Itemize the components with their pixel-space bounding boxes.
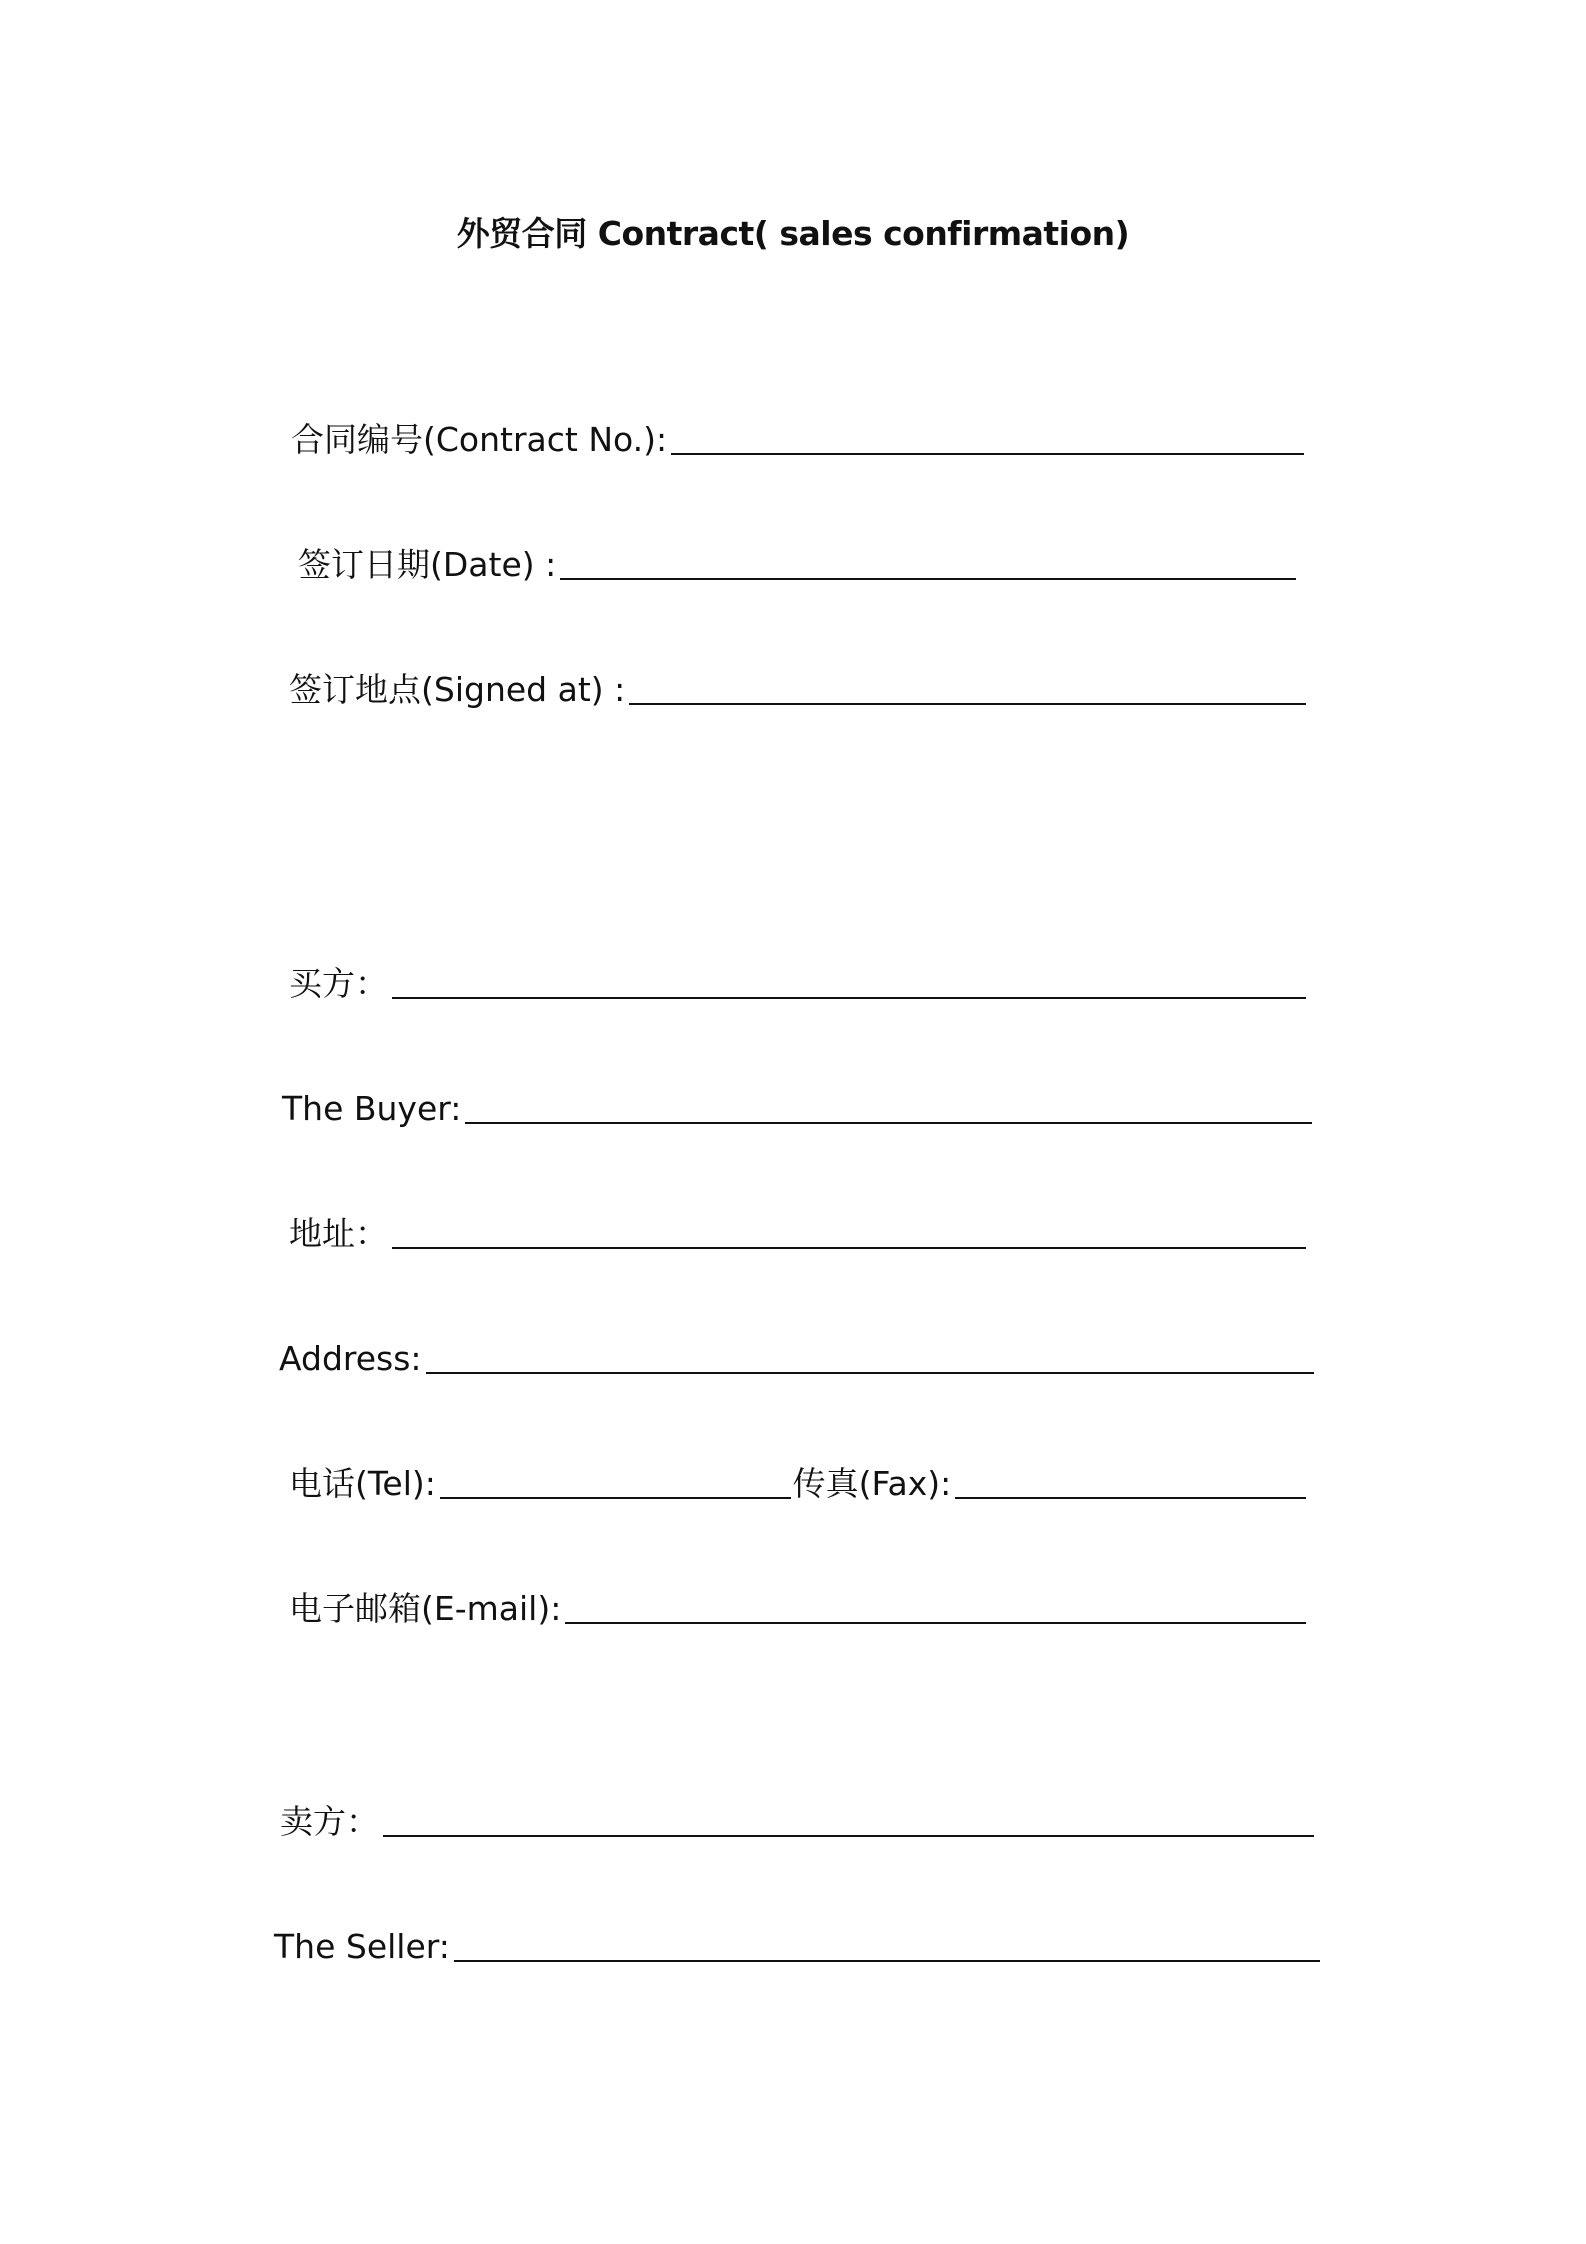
tel-label: 电话(Tel):	[289, 1464, 436, 1503]
seller-en-blank[interactable]	[454, 1960, 1320, 1962]
contract-no-label: 合同编号(Contract No.):	[291, 420, 668, 459]
tel-fax-line	[289, 1462, 1306, 1506]
address-cn-label: 地址：	[289, 1214, 388, 1253]
buyer-cn-blank[interactable]	[392, 997, 1306, 999]
fax-label: 传真(Fax):	[792, 1464, 952, 1503]
address-cn-line	[289, 1212, 1306, 1256]
contract-no-blank[interactable]	[671, 453, 1304, 455]
contract-no-line	[291, 418, 1304, 462]
seller-en-label: The Seller:	[274, 1927, 450, 1966]
fax-blank[interactable]	[955, 1497, 1306, 1499]
email-line	[289, 1587, 1306, 1631]
seller-cn-label: 卖方：	[280, 1802, 379, 1841]
buyer-cn-line	[289, 962, 1306, 1006]
address-en-line	[279, 1337, 1314, 1381]
seller-en-line	[274, 1925, 1320, 1969]
email-blank[interactable]	[565, 1622, 1306, 1624]
address-cn-blank[interactable]	[392, 1247, 1306, 1249]
signed-at-blank[interactable]	[629, 703, 1306, 705]
signed-at-label: 签订地点(Signed at) :	[289, 670, 626, 709]
date-blank[interactable]	[560, 578, 1296, 580]
address-en-blank[interactable]	[426, 1372, 1314, 1374]
buyer-en-label: The Buyer:	[282, 1089, 462, 1128]
date-line	[298, 543, 1296, 587]
tel-blank[interactable]	[440, 1497, 791, 1499]
seller-cn-line	[280, 1800, 1314, 1844]
buyer-en-blank[interactable]	[465, 1122, 1312, 1124]
seller-cn-blank[interactable]	[383, 1835, 1314, 1837]
date-label: 签订日期(Date) :	[298, 545, 557, 584]
buyer-cn-label: 买方：	[289, 964, 388, 1003]
signed-at-line	[289, 668, 1306, 712]
buyer-en-line	[282, 1087, 1312, 1131]
document-title: 外贸合同 Contract( sales confirmation)	[456, 214, 1130, 253]
address-en-label: Address:	[279, 1339, 422, 1378]
email-label: 电子邮箱(E-mail):	[289, 1589, 562, 1628]
